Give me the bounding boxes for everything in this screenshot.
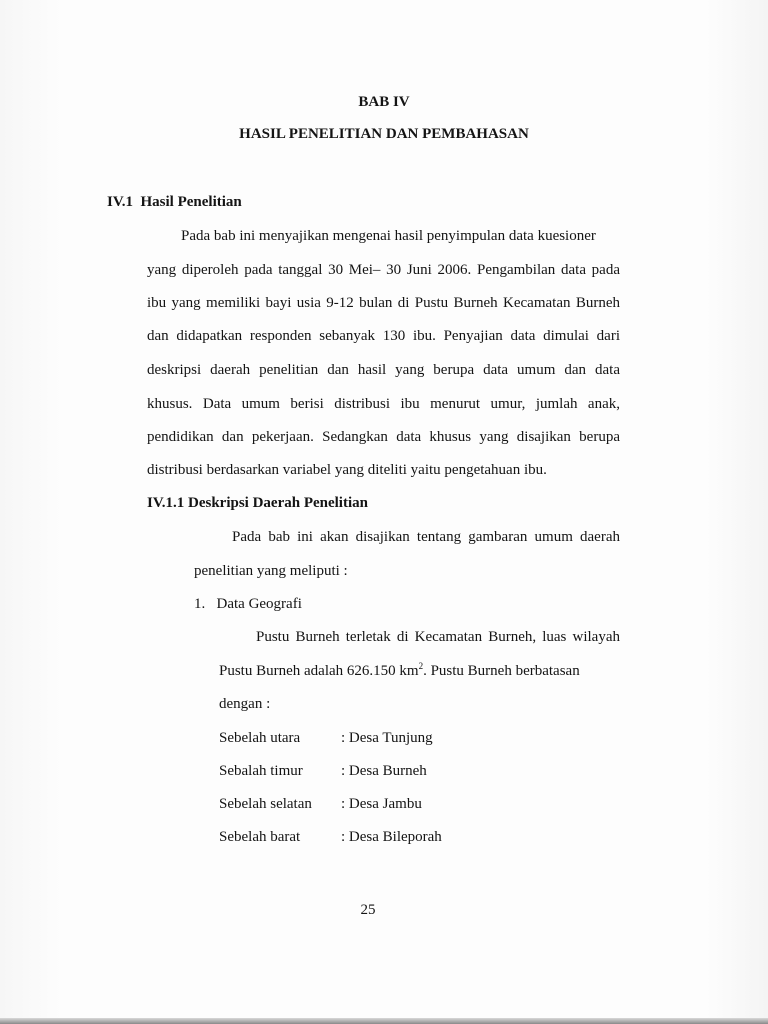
list-item-number: 1. — [194, 596, 206, 612]
border-village: : Desa Bileporah — [341, 829, 442, 845]
border-village: : Desa Tunjung — [341, 730, 433, 746]
page-number: 25 — [360, 902, 376, 918]
border-village: : Desa Jambu — [341, 796, 422, 812]
border-direction: Sebelah selatan — [219, 796, 312, 812]
paragraph-line: ibu yang memiliki bayi usia 9-12 bulan di Pustu Burneh Kecamatan Burneh — [147, 295, 620, 311]
border-direction: Sebelah barat — [219, 829, 301, 845]
section-title: Hasil Penelitian — [140, 194, 242, 210]
subsection-heading: IV.1.1 Deskripsi Daerah Penelitian — [147, 495, 368, 511]
list-item-title: Data Geografi — [216, 596, 302, 612]
chapter-title: HASIL PENELITIAN DAN PEMBAHASAN — [239, 126, 529, 142]
list-item-heading — [194, 595, 302, 613]
geography-line — [219, 662, 580, 680]
paragraph-line: dan didapatkan responden sebanyak 130 ibu. Penyajian data dimulai dari — [147, 328, 620, 344]
paragraph-line: Pada bab ini menyajikan mengenai hasil penyimpulan data kuesioner — [181, 228, 596, 244]
area-unit-superscript: 2 — [418, 661, 424, 671]
border-direction: Sebalah timur — [219, 763, 303, 779]
paragraph-line: distribusi berdasarkan variabel yang diteliti yaitu pengetahuan ibu. — [147, 462, 547, 478]
border-intro-text: . Pustu Burneh berbatasan — [423, 663, 580, 679]
scan-edge — [0, 1018, 768, 1024]
paragraph-line: penelitian yang meliputi : — [194, 563, 348, 579]
paragraph-line: deskripsi daerah penelitian dan hasil yang berupa data umum dan data — [147, 362, 620, 378]
border-direction: Sebelah utara — [219, 730, 301, 746]
paragraph-line: yang diperoleh pada tanggal 30 Mei– 30 Juni 2006. Pengambilan data pada — [147, 262, 620, 278]
geography-line: dengan : — [219, 696, 271, 712]
area-text: Pustu Burneh adalah 626.150 km — [219, 663, 419, 679]
paragraph-line: khusus. Data umum berisi distribusi ibu menurut umur, jumlah anak, — [147, 396, 620, 412]
geography-line: Pustu Burneh terletak di Kecamatan Burneh, luas wilayah — [256, 629, 620, 645]
chapter-label: BAB IV — [358, 94, 410, 110]
section-number: IV.1 — [107, 194, 133, 210]
paragraph-line: Pada bab ini akan disajikan tentang gambaran umum daerah — [232, 529, 620, 545]
paragraph-line: pendidikan dan pekerjaan. Sedangkan data khusus yang disajikan berupa — [147, 429, 620, 445]
border-village: : Desa Burneh — [341, 763, 427, 779]
section-heading — [107, 193, 242, 211]
